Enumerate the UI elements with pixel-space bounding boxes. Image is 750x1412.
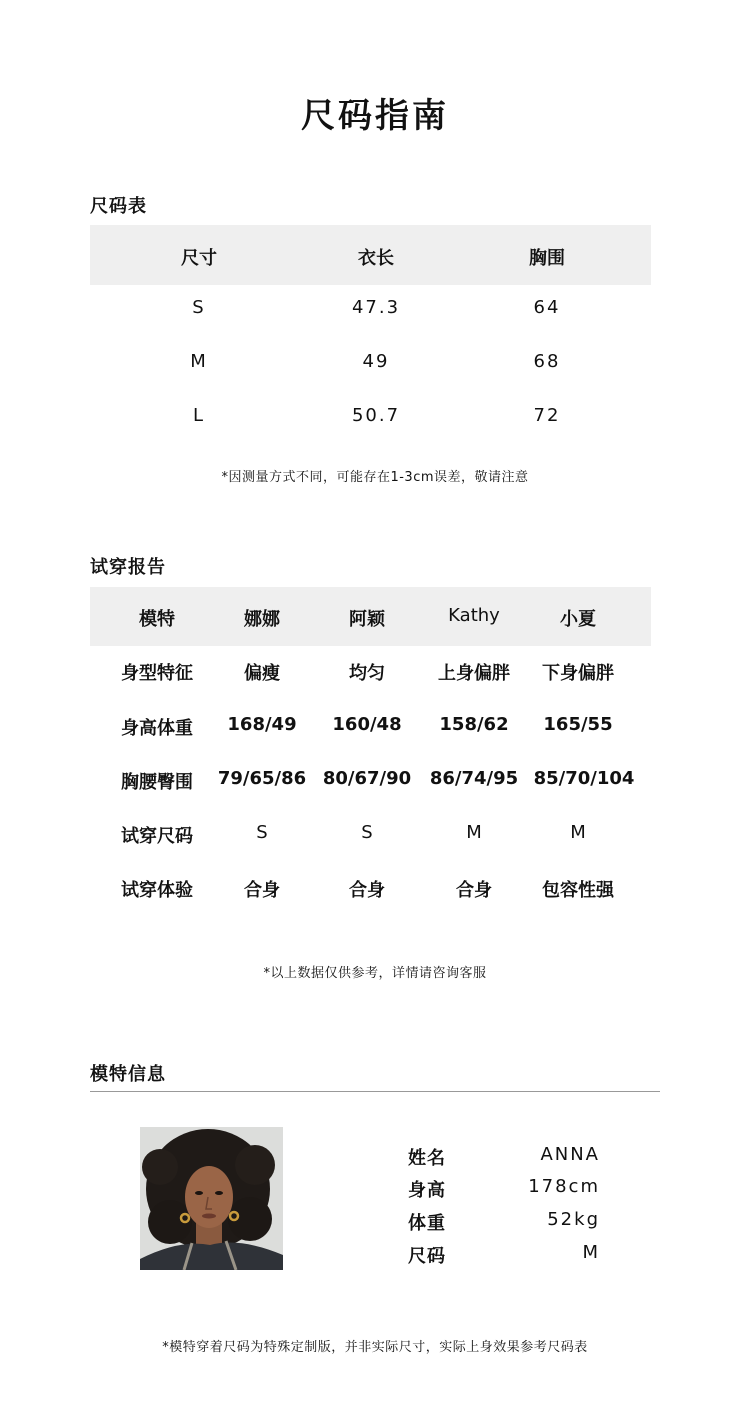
try-on-cell: M [466,822,482,843]
model-weight-label: 体重 [408,1213,446,1234]
size-chart-cell: 47.3 [351,297,401,318]
try-on-title: 试穿报告 [90,557,166,578]
size-chart-cell: 49 [362,351,390,372]
model-height-label: 身高 [408,1180,446,1201]
model-info-title: 模特信息 [90,1064,166,1085]
try-on-cell: S [256,822,268,843]
try-on-cell: 86/74/95 [429,768,519,789]
try-on-cell: 合身 [349,880,385,901]
size-chart-header: 衣长 [358,248,394,269]
model-name-value: ANNA [540,1144,600,1165]
try-on-cell: 偏瘦 [244,663,280,684]
size-chart-note: *因测量方式不同，可能存在1-3cm误差，敬请注意 [221,470,529,485]
try-on-header: Kathy [448,605,500,626]
try-on-header: 娜娜 [244,609,280,630]
model-weight-value: 52kg [547,1209,600,1230]
try-on-cell: 80/67/90 [322,768,412,789]
try-on-cell: 合身 [456,880,492,901]
try-on-cell: S [361,822,373,843]
size-chart-cell: L [192,405,206,426]
try-on-row-label: 身高体重 [121,718,193,739]
model-height-value: 178cm [528,1176,600,1197]
size-chart-header: 胸围 [529,248,565,269]
try-on-header: 小夏 [560,609,596,630]
try-on-cell: 168/49 [227,714,297,735]
try-on-row-label: 身型特征 [121,663,193,684]
try-on-cell: 合身 [244,880,280,901]
size-chart-title: 尺码表 [90,196,147,217]
try-on-cell: 160/48 [332,714,402,735]
size-chart-cell: 50.7 [351,405,401,426]
model-size-label: 尺码 [408,1246,446,1267]
try-on-cell: 上身偏胖 [438,663,510,684]
try-on-cell: 下身偏胖 [542,663,614,684]
try-on-cell: M [570,822,586,843]
size-chart-cell: 72 [533,405,561,426]
section-divider [90,1091,660,1092]
try-on-cell: 79/65/86 [217,768,307,789]
try-on-cell: 85/70/104 [533,768,635,789]
size-chart-cell: M [190,351,208,372]
model-photo [140,1127,283,1270]
size-chart-cell: 68 [533,351,561,372]
try-on-header: 阿颖 [349,609,385,630]
try-on-row-label: 试穿尺码 [121,826,193,847]
try-on-cell: 158/62 [439,714,509,735]
try-on-note: *以上数据仅供参考，详情请咨询客服 [263,966,487,981]
try-on-row-label: 胸腰臀围 [121,772,193,793]
try-on-cell: 均匀 [349,663,385,684]
page-title: 尺码指南 [301,96,449,136]
try-on-header: 模特 [139,609,175,630]
try-on-cell: 包容性强 [542,880,614,901]
size-chart-cell: 64 [533,297,561,318]
try-on-cell: 165/55 [543,714,613,735]
try-on-row-label: 试穿体验 [121,880,193,901]
size-chart-cell: S [192,297,206,318]
size-chart-header: 尺寸 [181,248,217,269]
model-name-label: 姓名 [408,1148,446,1169]
model-size-value: M [582,1242,600,1263]
model-info-note: *模特穿着尺码为特殊定制版，并非实际尺寸，实际上身效果参考尺码表 [162,1340,588,1355]
